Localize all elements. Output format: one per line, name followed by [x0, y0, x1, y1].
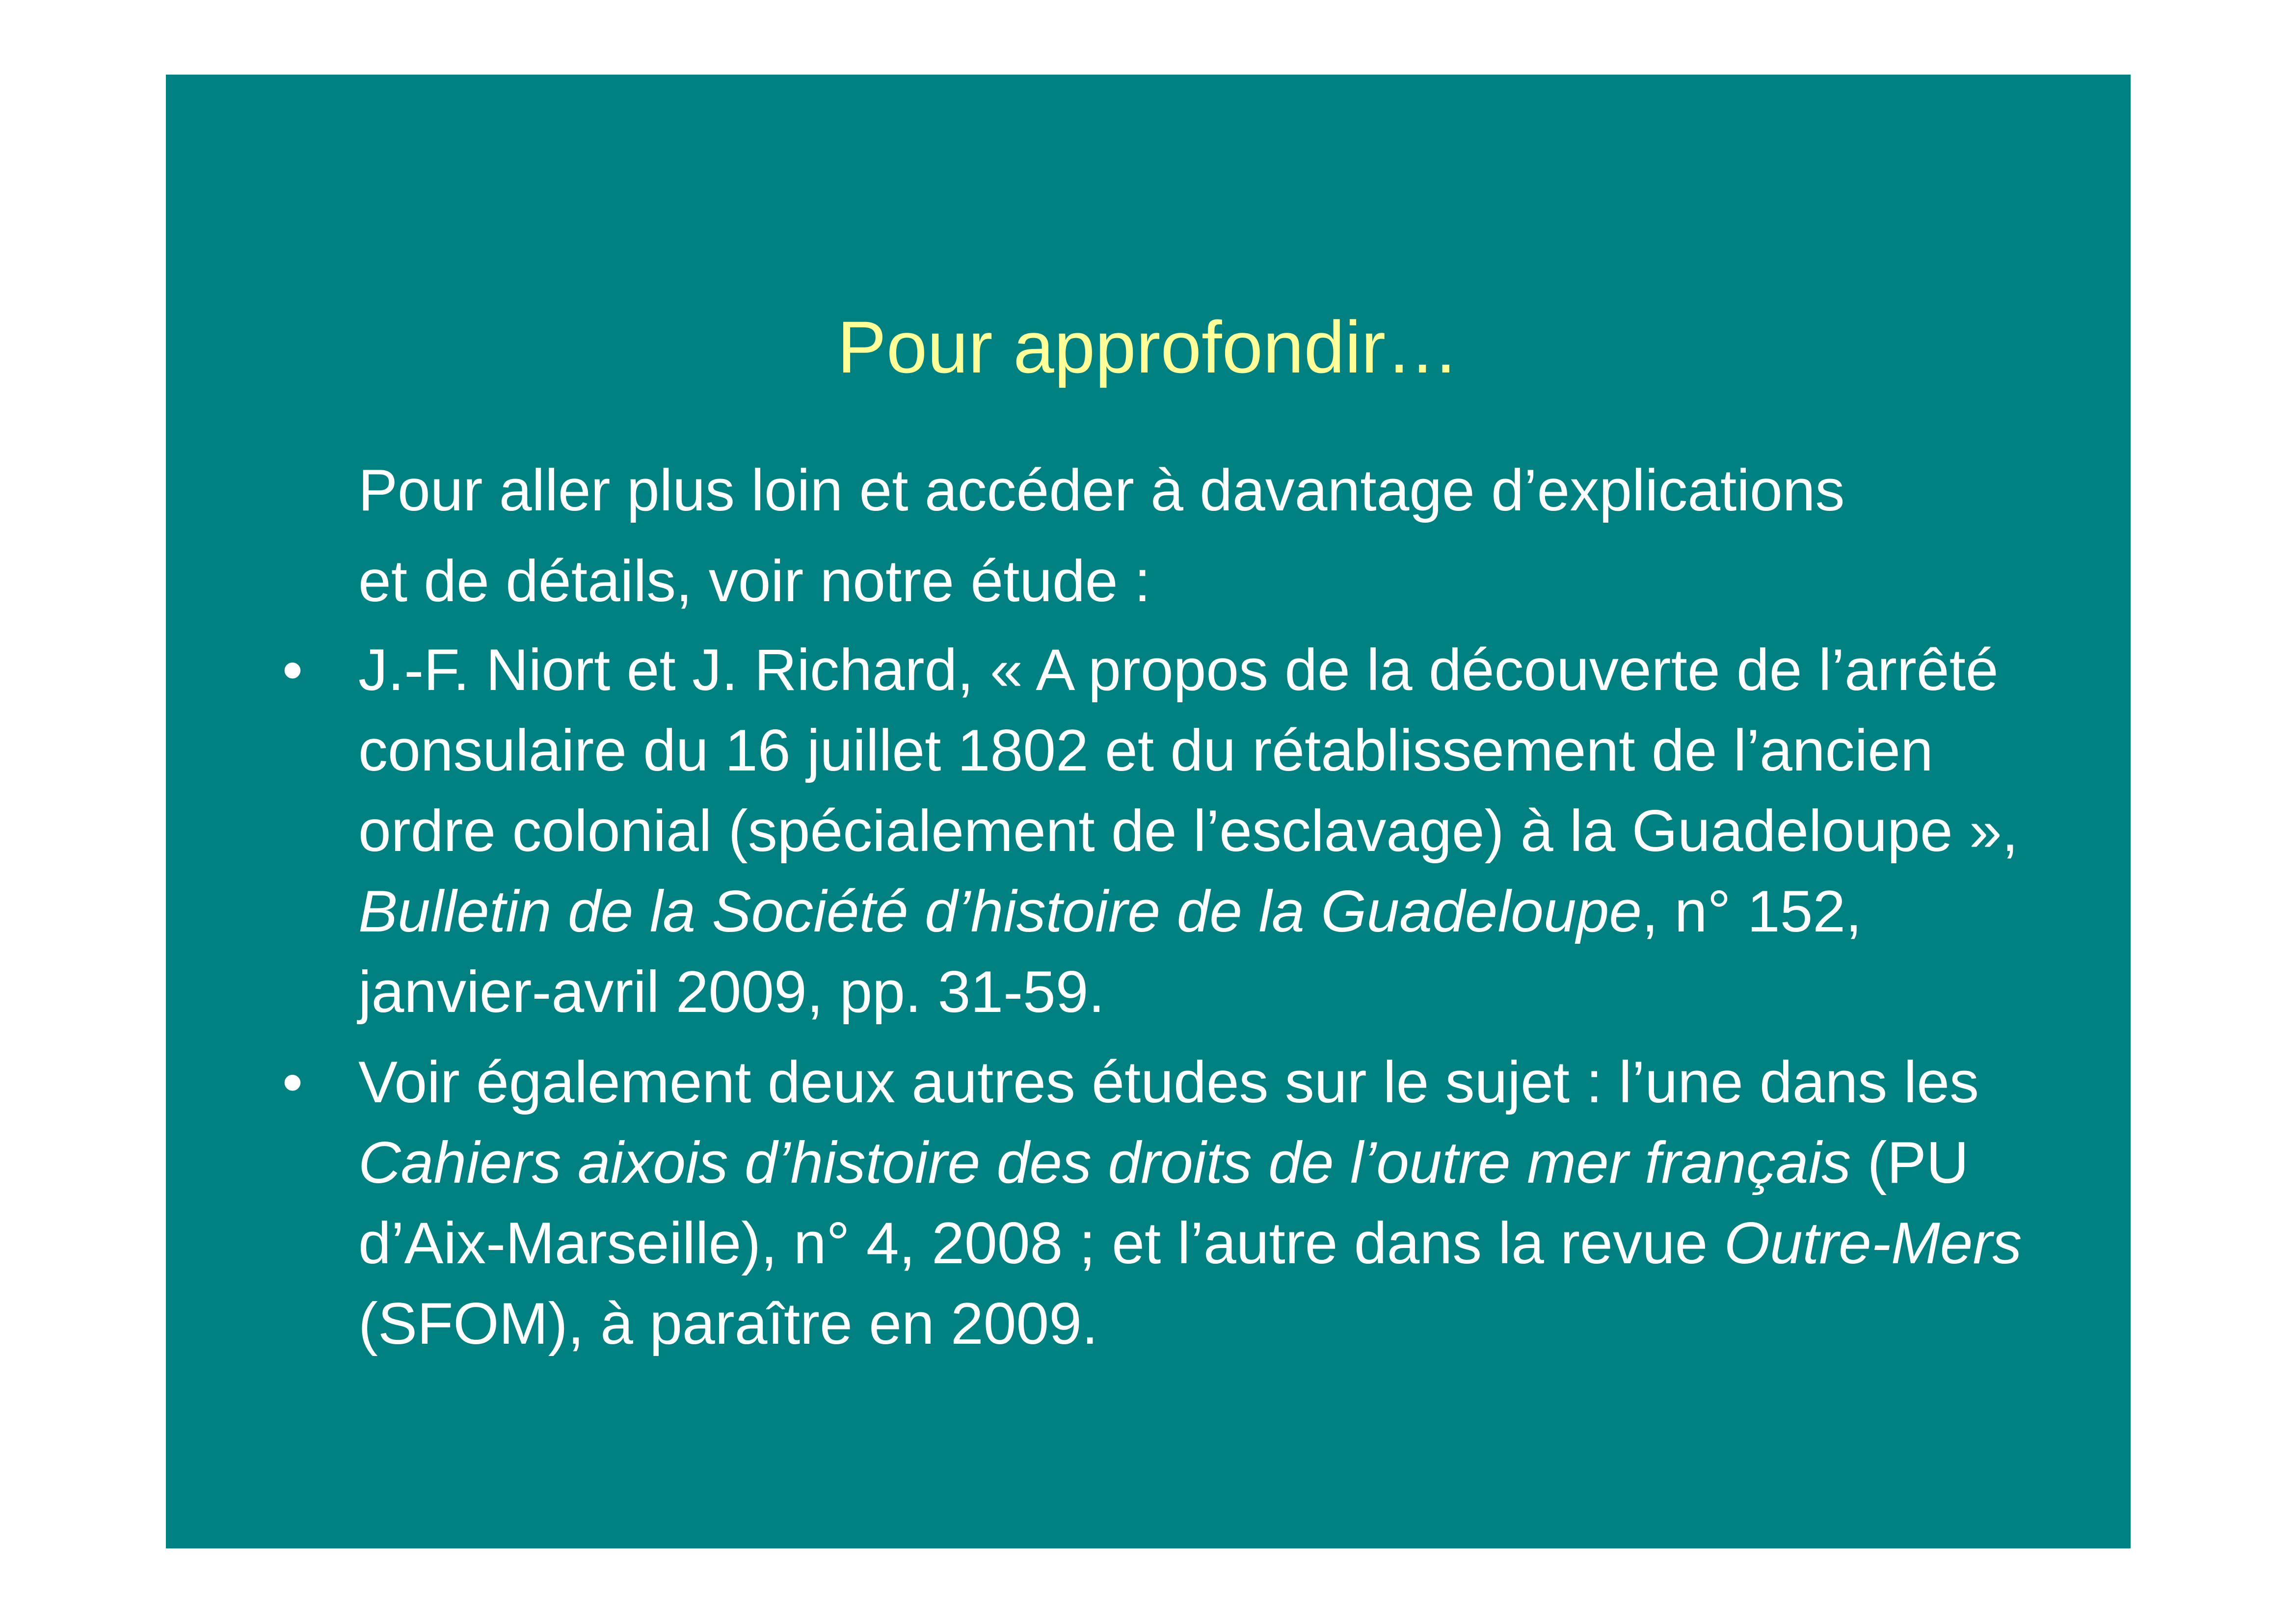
reference-text: J.-F. Niort et J. Richard, « A propos de la découverte de l’arrêté consulaire du 16 juillet 1802 et du rétablissement de l’ancien ordre colonial (spécialement de l’esclavage) à la Guadeloupe »,	[358, 637, 2019, 864]
reference-details: , n° 152, janvier-avril 2009, pp. 31-59.	[358, 878, 1862, 1025]
bullet-marker: •	[282, 1049, 303, 1115]
journal-title: Bulletin de la Société d’histoire de la Guadeloupe	[358, 878, 1642, 944]
reference-details: (SFOM), à paraître en 2009.	[358, 1291, 1098, 1357]
reference-item	[282, 630, 2056, 1032]
intro-line-1: Pour aller plus loin et accéder à davantage d’explications	[358, 457, 1845, 523]
journal-title: Outre-Mers	[1724, 1210, 2022, 1276]
slide-title: Pour approfondir…	[837, 306, 1460, 388]
reference-text: Voir également deux autres études sur le sujet : l’une dans les	[358, 1049, 1979, 1115]
slide	[166, 75, 2131, 1548]
intro-line-2: et de détails, voir notre étude :	[358, 548, 1151, 614]
reference-list	[282, 630, 2056, 1364]
journal-title: Cahiers aixois d’histoire des droits de l’outre mer français	[358, 1130, 1851, 1196]
intro-paragraph	[358, 445, 2056, 627]
reference-details: (PU d’Aix-Marseille), n° 4, 2008 ; et l’autre dans la revue	[358, 1130, 1969, 1276]
slide-content	[282, 445, 2056, 1364]
bullet-marker: •	[282, 637, 303, 703]
reference-item	[282, 1042, 2056, 1364]
